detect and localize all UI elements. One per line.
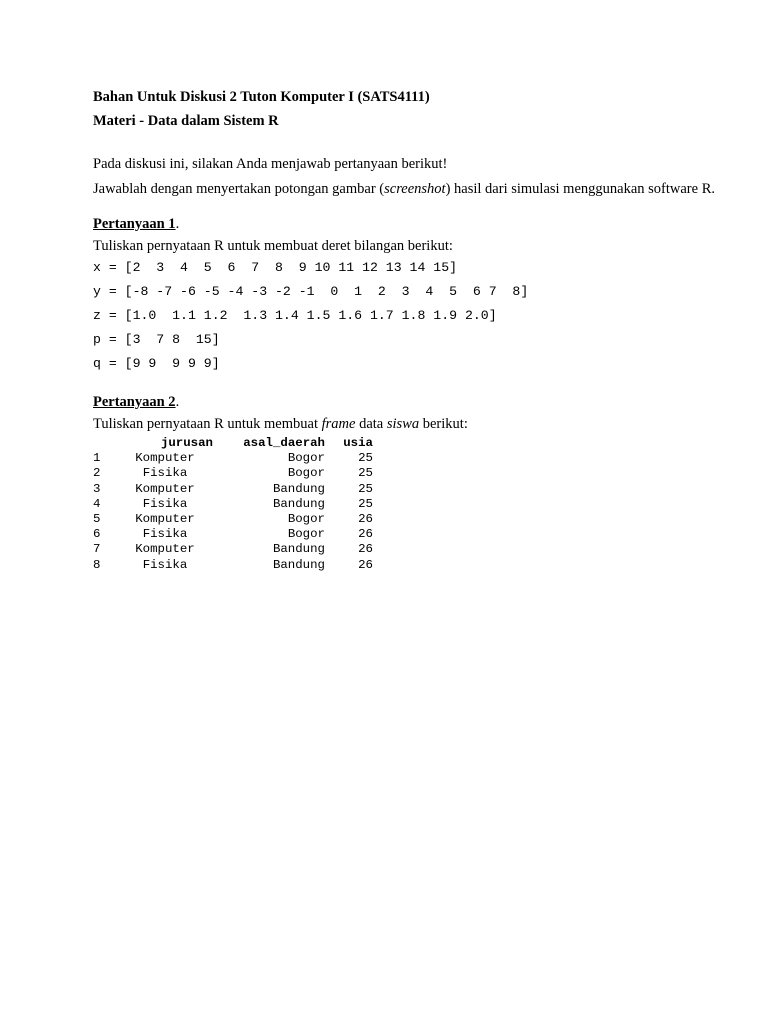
- sequence-q: q = [9 9 9 9 9]: [93, 356, 220, 371]
- cell-usia: 26: [358, 527, 373, 542]
- table-row: [93, 542, 373, 557]
- cell-usia: 26: [358, 542, 373, 557]
- document-title: Bahan Untuk Diskusi 2 Tuton Komputer I (SATS4111): [93, 89, 430, 105]
- question-2-heading-suffix: .: [175, 394, 180, 410]
- cell-usia: 25: [358, 451, 373, 466]
- question-1-heading: [93, 216, 733, 233]
- question-2-heading-label: Pertanyaan 2: [93, 394, 176, 410]
- cell-jurusan: Komputer: [135, 451, 195, 466]
- question-1-text: Tuliskan pernyataan R untuk membuat deret bilangan berikut:: [93, 238, 453, 254]
- intro-paragraph-1: Pada diskusi ini, silakan Anda menjawab pertanyaan berikut!: [93, 156, 448, 172]
- cell-jurusan: Komputer: [135, 512, 195, 527]
- cell-usia: 26: [358, 512, 373, 527]
- cell-asal-daerah: Bogor: [287, 512, 325, 527]
- document-subtitle: Materi - Data dalam Sistem R: [93, 113, 279, 129]
- table-row: [93, 497, 373, 512]
- header-jurusan: jurusan: [160, 436, 213, 450]
- table-header-row: [93, 436, 373, 451]
- question-1-heading-suffix: .: [175, 216, 180, 232]
- table-row: [93, 451, 373, 466]
- header-usia: usia: [343, 436, 373, 450]
- table-row: [93, 527, 373, 542]
- cell-jurusan: Fisika: [142, 557, 188, 572]
- cell-jurusan: Komputer: [135, 542, 195, 557]
- sequence-x: x = [2 3 4 5 6 7 8 9 10 11 12 13 14 15]: [93, 260, 458, 275]
- sequence-p: p = [3 7 8 15]: [93, 332, 220, 347]
- intro-2-before: Jawablah dengan menyertakan potongan gambar (: [93, 181, 385, 197]
- cell-usia: 25: [358, 496, 373, 511]
- cell-jurusan: Komputer: [135, 481, 195, 496]
- question-2-heading: [93, 394, 733, 411]
- cell-asal-daerah: Bogor: [287, 466, 325, 481]
- q2-text-italic-siswa: siswa: [386, 416, 420, 432]
- document-page: [93, 88, 733, 573]
- table-row: [93, 482, 373, 497]
- row-index: 3: [93, 481, 101, 496]
- cell-usia: 25: [358, 481, 373, 496]
- cell-asal-daerah: Bandung: [272, 557, 325, 572]
- sequence-y: y = [-8 -7 -6 -5 -4 -3 -2 -1 0 1 2 3 4 5 6 7 8]: [93, 284, 529, 299]
- row-index: 4: [93, 496, 101, 511]
- cell-jurusan: Fisika: [142, 527, 188, 542]
- row-index: 1: [93, 451, 101, 466]
- table-row: [93, 466, 373, 481]
- intro-2-italic: screenshot: [384, 181, 446, 197]
- question-2-text: [93, 416, 733, 433]
- header-index: [93, 436, 117, 451]
- cell-asal-daerah: Bandung: [272, 496, 325, 511]
- cell-asal-daerah: Bandung: [272, 481, 325, 496]
- q2-text-before: Tuliskan pernyataan R untuk membuat: [93, 416, 322, 432]
- row-index: 8: [93, 557, 101, 572]
- row-index: 7: [93, 542, 101, 557]
- q2-text-italic-frame: frame: [321, 416, 356, 432]
- cell-usia: 25: [358, 466, 373, 481]
- header-asal-daerah: asal_daerah: [243, 436, 325, 450]
- cell-asal-daerah: Bogor: [287, 527, 325, 542]
- cell-usia: 26: [358, 557, 373, 572]
- question-1-heading-label: Pertanyaan 1: [93, 216, 176, 232]
- intro-paragraph-2: [93, 181, 733, 198]
- cell-jurusan: Fisika: [142, 496, 188, 511]
- table-row: [93, 558, 373, 573]
- siswa-data-frame: [93, 436, 373, 573]
- q2-text-after: berikut:: [419, 416, 468, 432]
- cell-asal-daerah: Bandung: [272, 542, 325, 557]
- sequence-z: z = [1.0 1.1 1.2 1.3 1.4 1.5 1.6 1.7 1.8 1.9 2.0]: [93, 308, 497, 323]
- cell-asal-daerah: Bogor: [287, 451, 325, 466]
- intro-2-after: ) hasil dari simulasi menggunakan software R.: [445, 181, 715, 197]
- table-row: [93, 512, 373, 527]
- sequence-list: [93, 256, 733, 376]
- row-index: 6: [93, 527, 101, 542]
- row-index: 5: [93, 512, 101, 527]
- cell-jurusan: Fisika: [142, 466, 188, 481]
- q2-text-middle: data: [355, 416, 387, 432]
- row-index: 2: [93, 466, 101, 481]
